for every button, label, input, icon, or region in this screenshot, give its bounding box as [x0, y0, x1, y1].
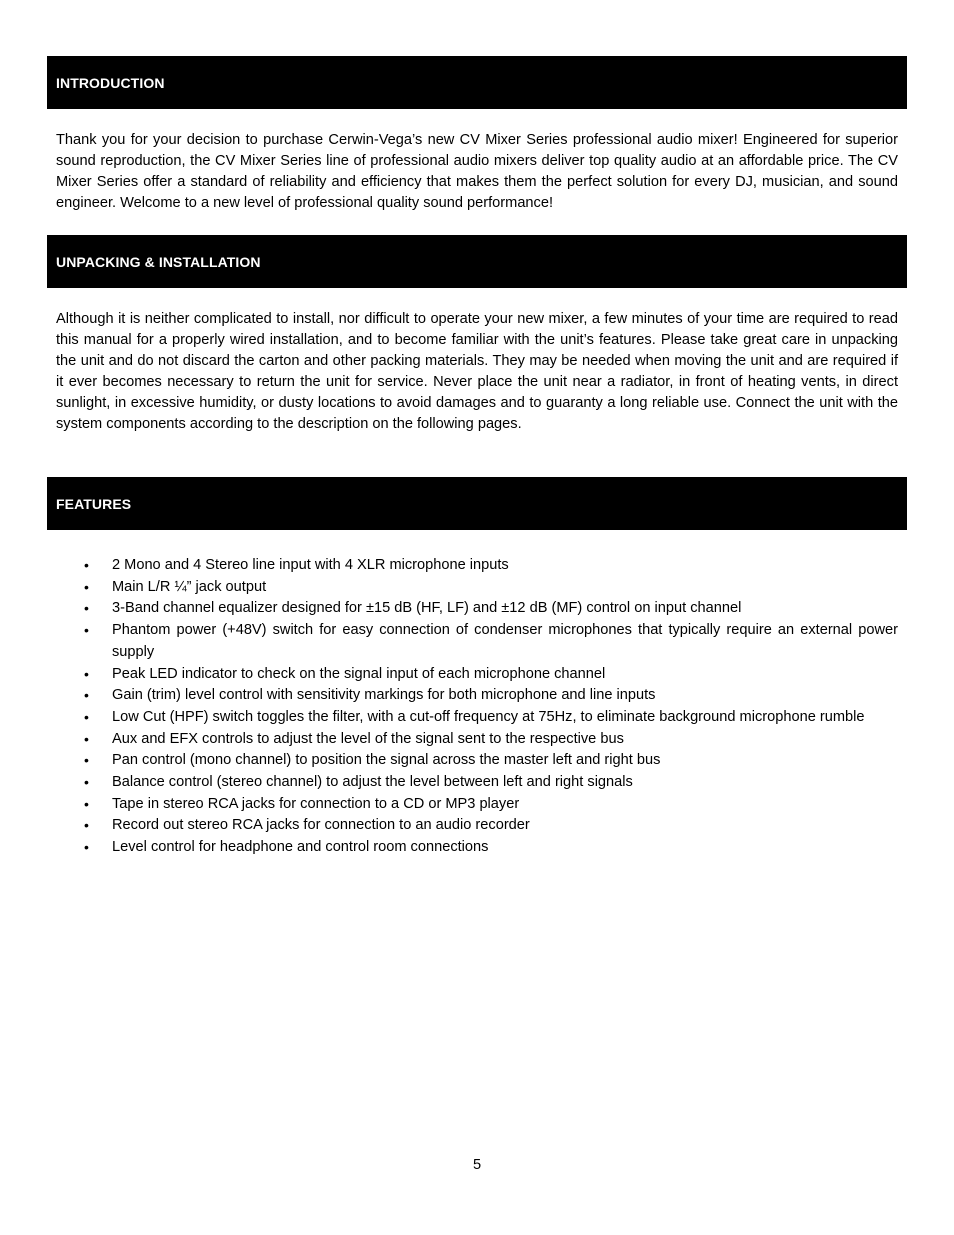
introduction-paragraph: Thank you for your decision to purchase Cerwin-Vega’s new CV Mixer Series professional audio mixer! Engineered for superior sound reproduction, the CV Mixer Series line of professional audio mixers deliver top quality audio at an affordable price. The CV Mixer Series offer a standard of reliability and efficiency that makes them the perfect solution for every DJ, musician, and sound engineer. Welcome to a new level of professional quality sound performance!	[56, 132, 898, 211]
feature-text: Pan control (mono channel) to position the signal across the master left and right bus	[112, 752, 661, 769]
bullet-icon: •	[84, 687, 89, 704]
feature-list-item	[56, 555, 898, 577]
feature-list-item	[56, 577, 898, 599]
feature-list-item	[56, 729, 898, 751]
section-header-introduction	[47, 56, 907, 109]
bullet-icon: •	[84, 578, 89, 595]
feature-list-item	[56, 815, 898, 837]
bullet-icon: •	[84, 839, 89, 856]
page-number: 5	[472, 1157, 482, 1173]
bullet-icon: •	[84, 774, 89, 791]
section-heading-features: FEATURES	[56, 495, 132, 512]
section-heading-unpacking: UNPACKING & INSTALLATION	[56, 253, 261, 270]
bullet-icon: •	[84, 665, 89, 682]
section-header-unpacking	[47, 235, 907, 288]
unpacking-paragraph: Although it is neither complicated to install, nor difficult to operate your new mixer, a few minutes of your time are required to read this manual for a properly wired installation, and to become familiar with the unit’s features. Please take great care in unpacking the unit and do not discard the carton and other packing materials. They may be needed when moving the unit and are required if it ever becomes necessary to return the unit for service. Never place the unit near a radiator, in front of heating vents, in direct sunlight, in excessive humidity, or dusty locations to avoid damages and to guaranty a long reliable use. Connect the unit with the system components according to the description on the following pages.	[56, 311, 898, 432]
feature-list-item	[56, 837, 898, 859]
feature-list-item	[56, 750, 898, 772]
feature-text: 2 Mono and 4 Stereo line input with 4 XLR microphone inputs	[112, 557, 509, 573]
feature-text: Main L/R ¼” jack output	[112, 578, 267, 595]
features-list	[56, 555, 898, 859]
bullet-icon: •	[84, 600, 89, 617]
feature-text: 3-Band channel equalizer designed for ±15 dB (HF, LF) and ±12 dB (MF) control on input channel	[112, 600, 742, 617]
bullet-icon: •	[84, 752, 89, 769]
feature-list-item	[56, 772, 898, 794]
feature-text: Gain (trim) level control with sensitivity markings for both microphone and line inputs	[112, 687, 656, 704]
bullet-icon: •	[84, 708, 89, 725]
feature-list-item	[56, 794, 898, 816]
feature-text: Peak LED indicator to check on the signal input of each microphone channel	[112, 665, 606, 682]
feature-list-item	[56, 685, 898, 707]
feature-text: Record out stereo RCA jacks for connection to an audio recorder	[112, 817, 530, 834]
bullet-icon: •	[84, 622, 89, 639]
feature-text: Level control for headphone and control room connections	[112, 839, 489, 856]
feature-list-item	[56, 598, 898, 620]
feature-list-item	[56, 707, 898, 729]
feature-list-item	[56, 620, 898, 663]
feature-list-item	[56, 664, 898, 686]
bullet-icon: •	[84, 730, 89, 747]
feature-text: Aux and EFX controls to adjust the level of the signal sent to the respective bus	[112, 730, 624, 747]
section-header-features	[47, 477, 907, 530]
feature-text: Balance control (stereo channel) to adjust the level between left and right signals	[112, 774, 633, 791]
bullet-icon: •	[84, 557, 89, 573]
bullet-icon: •	[84, 795, 89, 812]
bullet-icon: •	[84, 817, 89, 834]
section-heading-introduction: INTRODUCTION	[56, 74, 165, 91]
feature-text: Tape in stereo RCA jacks for connection to a CD or MP3 player	[112, 795, 520, 812]
feature-text: Phantom power (+48V) switch for easy connection of condenser microphones that typically require an external power supply	[112, 622, 898, 660]
feature-text: Low Cut (HPF) switch toggles the filter, with a cut-off frequency at 75Hz, to eliminate background microphone rumble	[112, 708, 865, 725]
